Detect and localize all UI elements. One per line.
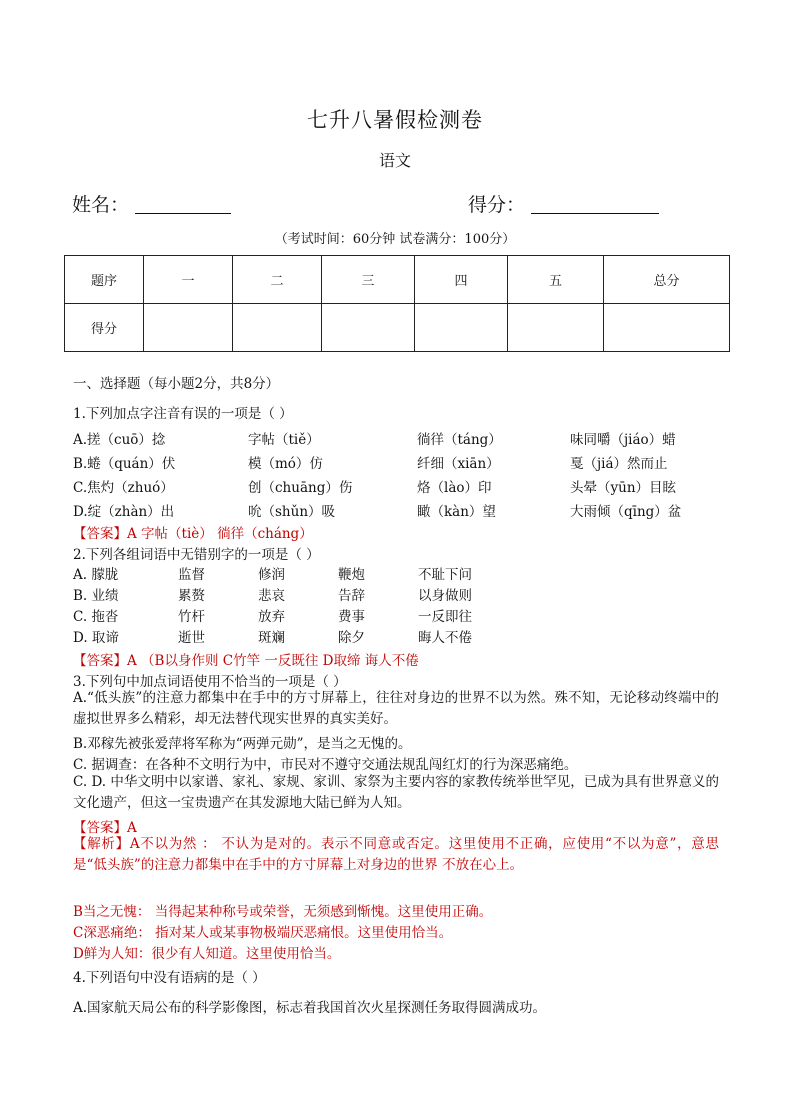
q2-option: C. 拖沓 xyxy=(73,609,119,625)
q2-option: 逝世 xyxy=(178,630,205,646)
q2-stem: 2.下列各组词语中无错别字的一项是（ ） xyxy=(73,547,320,563)
q2-option: 鞭炮 xyxy=(338,567,365,583)
score-field xyxy=(468,190,659,217)
score-table-header: 总分 xyxy=(604,256,730,304)
name-label: 姓名： xyxy=(72,194,130,216)
q2-option: 告辞 xyxy=(338,588,365,604)
q1-option: 纤细（xiān） xyxy=(417,456,500,472)
score-table-header: 一 xyxy=(144,256,233,304)
q1-option: B.蜷（quán）伏 xyxy=(73,456,176,472)
q1-option: A.搓（cuō）捻 xyxy=(73,432,166,448)
q3-option-d: C. D. 中华文明中以家谱、家礼、家规、家训、家祭为主要内容的家教传统举世罕见，已成为具有世界意义的文化遗产，但这一宝贵遗产在其发源地大陆已鲜为人知。 xyxy=(73,774,719,811)
q1-option: 瞰（kàn）望 xyxy=(417,504,496,520)
q1-option: 大雨倾（qīng）盆 xyxy=(570,504,682,520)
score-cell[interactable] xyxy=(144,304,233,352)
score-cell[interactable] xyxy=(233,304,322,352)
q2-option: D. 取谛 xyxy=(73,630,119,646)
score-cell[interactable] xyxy=(604,304,730,352)
score-table-header: 二 xyxy=(233,256,322,304)
q1-option: 徜徉（táng） xyxy=(417,432,502,448)
q3-option-b: B.邓稼先被张爱萍将军称为“两弹元勋”，是当之无愧的。 xyxy=(73,736,412,752)
q1-option: C.焦灼（zhuó） xyxy=(73,480,174,496)
q1-option: D.绽（zhàn）出 xyxy=(73,504,175,520)
score-label: 得分： xyxy=(468,194,526,216)
q3-answer: 【答案】A xyxy=(73,820,137,836)
score-row-label: 得分 xyxy=(65,304,144,352)
q3-option-c: C. 据调查：在各种不文明行为中，市民对不遵守交通法规乱闯红灯的行为深恶痛绝。 xyxy=(73,757,578,773)
score-cell[interactable] xyxy=(322,304,415,352)
score-table-header: 题序 xyxy=(65,256,144,304)
q2-option: A. 朦胧 xyxy=(73,567,119,583)
q1-option: 吮（shǔn）吸 xyxy=(248,504,336,520)
q4-stem: 4.下列语句中没有语病的是（ ） xyxy=(73,970,266,986)
q2-option: 修润 xyxy=(258,567,285,583)
q2-option: 斑斓 xyxy=(258,630,285,646)
score-cell[interactable] xyxy=(415,304,508,352)
q3-analysis-d: D鲜为人知：很少有人知道。这里使用恰当。 xyxy=(73,946,341,962)
score-table xyxy=(64,255,730,352)
q2-option: 一反即往 xyxy=(418,609,472,625)
score-table-header-row xyxy=(65,256,730,304)
q1-option: 烙（lào）印 xyxy=(417,480,492,496)
score-cell[interactable] xyxy=(508,304,604,352)
score-table-header: 五 xyxy=(508,256,604,304)
q1-option: 模（mó）仿 xyxy=(248,456,323,472)
q3-analysis-c: C深恶痛绝： 指对某人或某事物极端厌恶痛恨。这里使用恰当。 xyxy=(73,925,453,941)
subject-label: 语文 xyxy=(378,151,411,170)
q2-option: 除夕 xyxy=(338,630,365,646)
q3-analysis-b: B当之无愧： 当得起某种称号或荣誉，无须感到惭愧。这里使用正确。 xyxy=(73,904,493,920)
name-field xyxy=(72,190,231,217)
q2-option: 监督 xyxy=(178,567,205,583)
score-table-header: 三 xyxy=(322,256,415,304)
q1-option: 创（chuāng）伤 xyxy=(248,480,353,496)
q2-option: 竹杆 xyxy=(178,609,205,625)
score-table-header: 四 xyxy=(415,256,508,304)
exam-info: （考试时间：60分钟 试卷满分：100分） xyxy=(274,232,516,247)
q2-option: 不耻下问 xyxy=(418,567,472,583)
q2-option: 放弃 xyxy=(258,609,285,625)
name-blank[interactable] xyxy=(135,195,231,214)
q1-option: 头晕（yūn）目眩 xyxy=(570,480,677,496)
q2-option: 费事 xyxy=(338,609,365,625)
q1-stem: 1.下列加点字注音有误的一项是（ ） xyxy=(73,406,293,422)
section-heading: 一、选择题（每小题2分，共8分） xyxy=(73,376,280,392)
q4-option-a: A.国家航天局公布的科学影像图，标志着我国首次火星探测任务取得圆满成功。 xyxy=(73,1000,547,1016)
q3-analysis: 【解析】A不以为然 ： 不认为是对的。表示不同意或否定。这里使用不正确，应使用“不以为意”，意思是“低头族”的注意力都集中在手中的方寸屏幕上对身边的世界 不放在心上。 xyxy=(73,836,719,873)
q1-option: 味同嚼（jiáo）蜡 xyxy=(570,432,676,448)
q2-option: 以身做则 xyxy=(418,588,472,604)
q1-option: 字帖（tiě） xyxy=(248,432,320,448)
q3-option-a: A.“低头族”的注意力都集中在手中的方寸屏幕上，往往对身边的世界不以为然。殊不知，无论移动终端中的虚拟世界多么精彩，却无法替代现实世界的真实美好。 xyxy=(73,690,719,727)
score-blank[interactable] xyxy=(531,195,659,214)
score-table-row xyxy=(65,304,730,352)
q3-stem: 3.下列句中加点词语使用不恰当的一项是（ ） xyxy=(73,674,347,690)
q2-option: 累赘 xyxy=(178,588,205,604)
q2-answer: 【答案】A （B以身作则 C竹竿 一反既往 D取缔 诲人不倦 xyxy=(73,653,419,669)
q2-option: 晦人不倦 xyxy=(418,630,472,646)
q2-option: 悲哀 xyxy=(258,588,285,604)
q1-answer: 【答案】A 字帖（tiè） 徜徉（cháng） xyxy=(73,526,313,542)
q2-option: B. 业绩 xyxy=(73,588,119,604)
page-title: 七升八暑假检测卷 xyxy=(307,108,483,132)
q1-option: 戛（jiá）然而止 xyxy=(570,456,668,472)
